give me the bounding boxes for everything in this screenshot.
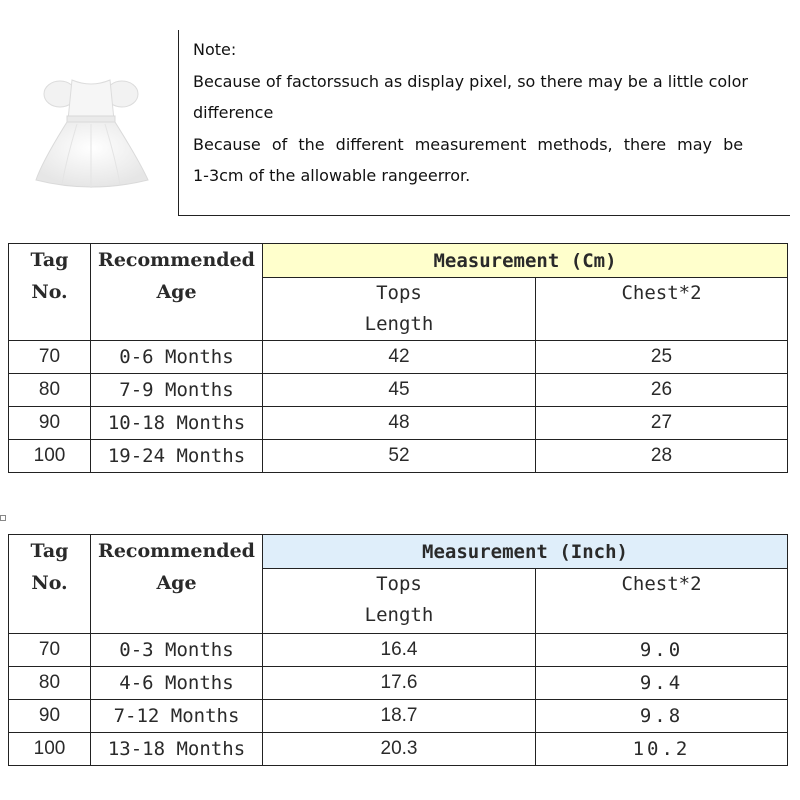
header-tag-no: Tag No. (9, 535, 91, 634)
note-line: Because of factorssuch as display pixel, so there may be a little color (193, 71, 748, 91)
header-recommended-age: Recommended Age (91, 244, 263, 341)
age-cell: 10-18 Months (91, 407, 263, 440)
chest-cell: 25 (536, 341, 788, 374)
note-heading: Note: (193, 40, 237, 59)
age-cell: 7-9 Months (91, 374, 263, 407)
table-row (9, 733, 788, 766)
table-row (9, 440, 788, 473)
tag-cell: 100 (9, 440, 91, 473)
anchor-marker (0, 515, 6, 521)
table-row (9, 374, 788, 407)
age-cell: 13-18 Months (91, 733, 263, 766)
header-tag-no: Tag No. (9, 244, 91, 341)
age-cell: 4-6 Months (91, 667, 263, 700)
age-cell: 0-3 Months (91, 634, 263, 667)
note-line: Because of the different measurement methods, there may be (193, 134, 744, 154)
length-cell: 20.3 (263, 733, 536, 766)
age-cell: 19-24 Months (91, 440, 263, 473)
tag-cell: 80 (9, 374, 91, 407)
table-row (9, 341, 788, 374)
header-chest: Chest*2 (536, 278, 788, 341)
dress-product-image (22, 62, 162, 202)
tag-cell: 90 (9, 407, 91, 440)
length-cell: 18.7 (263, 700, 536, 733)
chest-cell: 28 (536, 440, 788, 473)
chest-cell: 26 (536, 374, 788, 407)
table-row (9, 700, 788, 733)
chest-cell: 9.8 (536, 700, 788, 733)
length-cell: 45 (263, 374, 536, 407)
size-table-inch (8, 534, 788, 766)
length-cell: 48 (263, 407, 536, 440)
table-row (9, 634, 788, 667)
length-cell: 17.6 (263, 667, 536, 700)
tag-cell: 70 (9, 341, 91, 374)
chest-cell: 10.2 (536, 733, 788, 766)
tag-cell: 100 (9, 733, 91, 766)
age-cell: 7-12 Months (91, 700, 263, 733)
header-chest: Chest*2 (536, 569, 788, 634)
length-cell: 42 (263, 341, 536, 374)
chest-cell: 9.4 (536, 667, 788, 700)
size-table-cm (8, 243, 788, 473)
header-recommended-age: Recommended Age (91, 535, 263, 634)
note-line: difference (193, 103, 274, 122)
note-line: 1-3cm of the allowable rangeerror. (193, 166, 471, 185)
header-measurement-inch: Measurement (Inch) (263, 535, 788, 569)
age-cell: 0-6 Months (91, 341, 263, 374)
tag-cell: 70 (9, 634, 91, 667)
tag-cell: 90 (9, 700, 91, 733)
header-tops-length: Tops Length (263, 278, 536, 341)
length-cell: 16.4 (263, 634, 536, 667)
chest-cell: 27 (536, 407, 788, 440)
chest-cell: 9.0 (536, 634, 788, 667)
table-row (9, 667, 788, 700)
note-box (178, 30, 790, 216)
header-tops-length: Tops Length (263, 569, 536, 634)
header-measurement-cm: Measurement (Cm) (263, 244, 788, 278)
tag-cell: 80 (9, 667, 91, 700)
table-row (9, 407, 788, 440)
length-cell: 52 (263, 440, 536, 473)
